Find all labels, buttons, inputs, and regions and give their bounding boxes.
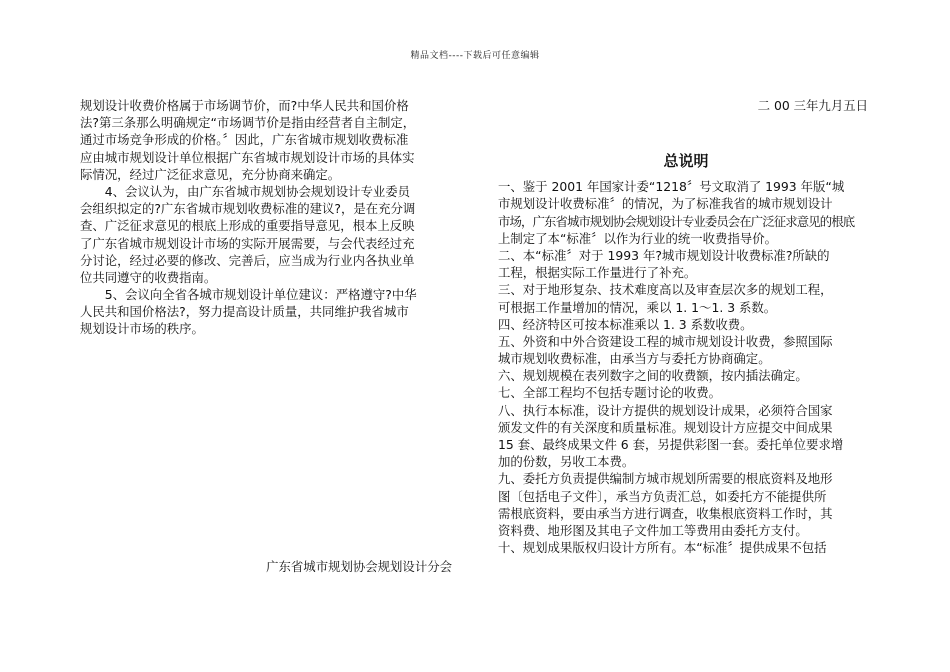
left-line: 规划设计市场的秩序。 [80, 321, 204, 337]
left-line: 应由城市规划设计单位根据广东省城市规划设计市场的具体实 [80, 149, 415, 165]
right-line: 八、执行本标准，设计方提供的规划设计成果，必须符合国家 [498, 402, 833, 418]
left-line: 规划设计收费价格属于市场调节价，而?中华人民共和国价格 [80, 98, 409, 113]
right-line: 工程，根据实际工作量进行了补充。 [498, 265, 697, 281]
right-line: 可根据工作量增加的情况，乘以 1. 1～1. 3 系数。 [498, 299, 777, 315]
right-line: 六、规划规模在表列数字之间的收费额，按内插法确定。 [498, 368, 808, 384]
left-line: 分讨论，经过必要的修改、完善后，应当成为行业内各执业单 [80, 252, 415, 268]
right-line: 三、对于地形复杂、技术难度高以及审查层次多的规划工程， [498, 282, 833, 298]
left-line: 位共同遵守的收费指南。 [80, 269, 217, 285]
left-line: 会组织拟定的?广东省城市规划收费标准的建议?，是在充分调 [80, 201, 416, 217]
right-line: 五、外资和中外合资建设工程的城市规划设计收费，参照国际 [498, 333, 833, 349]
right-line: 颁发文件的有关深度和质量标准。规划设计方应提交中间成果 [498, 419, 833, 435]
page-header: 精品文档----下载后可任意编辑 [410, 51, 540, 61]
left-column [80, 97, 456, 338]
right-line: 城市规划收费标准，由承当方与委托方协商确定。 [498, 351, 771, 367]
left-line: 4、会议认为，由广东省城市规划协会规划设计专业委员 [80, 183, 411, 199]
right-line: 二、本“标准〞对于 1993 年?城市规划设计收费标准?所缺的 [498, 247, 830, 263]
right-line: 资料费、地形图及其电子文件加工等费用由委托方支付。 [498, 522, 808, 538]
right-line: 四、经济特区可按本标准乘以 1. 3 系数收费。 [498, 316, 753, 332]
right-line: 加的份数，另收工本费。 [498, 454, 635, 470]
right-line: 九、委托方负责提供编制方城市规划所需要的根底资料及地形 [498, 471, 833, 487]
right-line: 市规划设计收费标准〞的情况，为了标准我省的城市规划设计 [498, 196, 833, 212]
left-line: 通过市场竞争形成的价格。〞因此，广东省城市规划收费标准 [80, 132, 409, 148]
right-line: 需根底资料，要由承当方进行调查，收集根底资料工作时，其 [498, 505, 833, 521]
left-line: 5、会议向全省各城市规划设计单位建议：严格遵守?中华 [80, 287, 417, 303]
right-line: 上制定了本“标准〞以作为行业的统一收费指导价。 [498, 230, 778, 246]
right-line: 图〔包括电子文件〕，承当方负责汇总，如委托方不能提供所 [498, 488, 827, 504]
left-line: 查、广泛征求意见的根底上形成的重要指导意见，根本上反映 [80, 218, 415, 234]
left-line: 了广东省城市规划设计市场的实际开展需要，与会代表经过充 [80, 235, 415, 251]
left-line: 人民共和国价格法?，努力提高设计质量，共同维护我省城市 [80, 304, 409, 320]
date: 二 00 三年九月五日 [757, 98, 868, 113]
signature: 广东省城市规划协会规划设计分会 [266, 559, 452, 574]
right-line: 十、规划成果版权归设计方所有。本“标准〞提供成果不包括 [498, 540, 827, 556]
right-line: 15 套、最终成果文件 6 套，另提供彩图一套。委托单位要求增 [498, 437, 844, 452]
left-line: 际情况，经过广泛征求意见，充分协商来确定。 [80, 166, 341, 182]
right-line: 七、全部工程均不包括专题讨论的收费。 [498, 385, 722, 401]
right-line: 一、鉴于 2001 年国家计委“1218〞号文取消了 1993 年版“城 [498, 179, 845, 195]
left-line: 法?第三条那么明确规定“市场调节价是指由经营者自主制定， [80, 115, 416, 131]
right-line: 市场，广东省城市规划协会规划设计专业委员会在广泛征求意见的根底 [498, 213, 855, 229]
section-heading: 总说明 [663, 152, 709, 171]
right-column [498, 97, 874, 556]
